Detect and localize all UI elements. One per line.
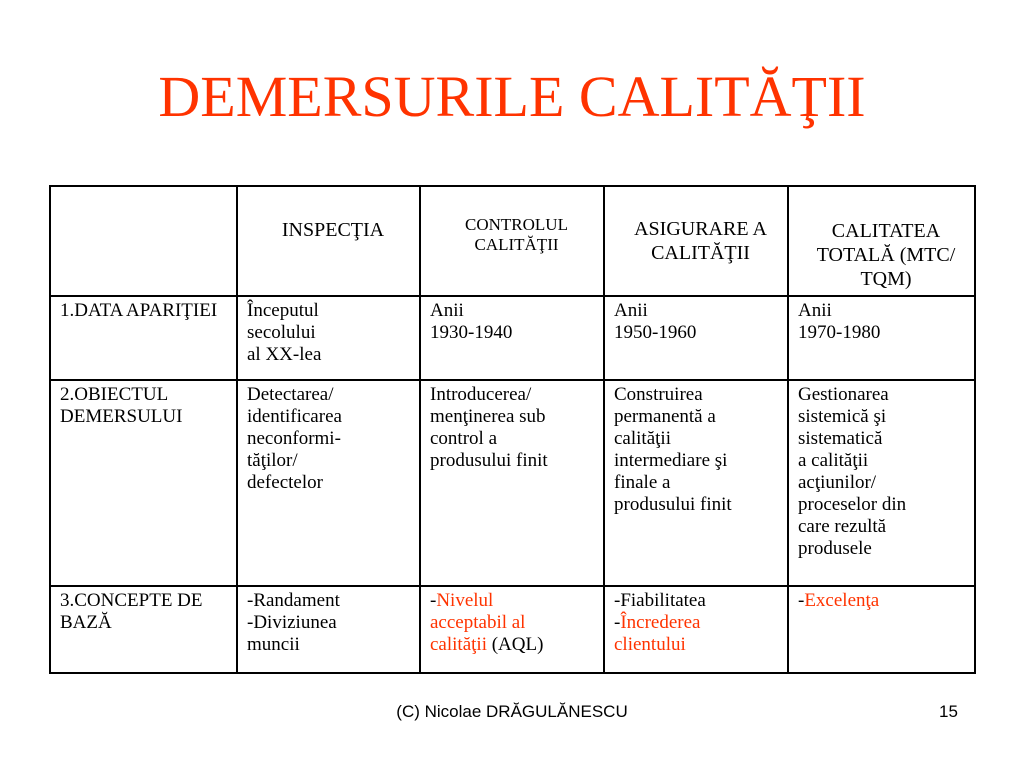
header-total-quality-text: CALITATEA TOTALĂ (MTC/ TQM) xyxy=(816,220,956,290)
empty-corner-cell xyxy=(50,186,237,296)
cell-date-control xyxy=(420,296,604,380)
cell-line: -Fiabilitatea xyxy=(614,590,706,611)
cell-line: produsele xyxy=(798,538,872,559)
trust-term-line1: Încrederea xyxy=(620,612,701,633)
table-row xyxy=(50,296,975,380)
cell-line: Introducerea/ xyxy=(430,384,532,405)
cell-date-assurance xyxy=(604,296,788,380)
cell-line: Anii xyxy=(798,300,832,321)
row-label-date: 1.DATA APARIŢIEI xyxy=(50,296,237,380)
cell-concepts-inspection xyxy=(237,586,420,673)
header-inspection: INSPECŢIA xyxy=(237,186,420,296)
header-quality-assurance-text: ASIGURARE A CALITĂŢII xyxy=(634,218,767,264)
cell-line: neconformi- xyxy=(247,428,341,449)
cell-concepts-assurance xyxy=(604,586,788,673)
excellence-term: Excelenţa xyxy=(804,590,880,611)
row-label-concepts: 3.CONCEPTE DE BAZĂ xyxy=(50,586,237,673)
cell-line: sistematică xyxy=(798,428,883,449)
cell-objective-inspection xyxy=(237,380,420,586)
table-row xyxy=(50,380,975,586)
dash-text: - xyxy=(798,590,805,611)
dash-text: - xyxy=(430,590,437,611)
cell-line xyxy=(430,634,603,656)
cell-line: intermediare şi xyxy=(614,450,728,471)
cell-date-inspection xyxy=(237,296,420,380)
cell-line: 1970-1980 xyxy=(798,322,881,343)
cell-line: calităţii xyxy=(614,428,671,449)
cell-objective-assurance xyxy=(604,380,788,586)
cell-line: Anii xyxy=(430,300,464,321)
cell-line: defectelor xyxy=(247,472,323,493)
cell-line: produsului finit xyxy=(614,494,732,515)
cell-concepts-total xyxy=(788,586,975,673)
cell-line: tăţilor/ xyxy=(247,450,298,471)
aql-term-line3: calităţii xyxy=(430,634,487,655)
header-quality-control-text: CONTROLUL CALITĂŢII xyxy=(465,215,568,254)
cell-line: 1930-1940 xyxy=(430,322,513,343)
cell-line: menţinerea sub xyxy=(430,406,546,427)
cell-line: control a xyxy=(430,428,498,449)
cell-line: care rezultă xyxy=(798,516,887,537)
cell-objective-control xyxy=(420,380,604,586)
cell-line xyxy=(614,612,787,634)
cell-line: secolului xyxy=(247,322,316,343)
aql-term-line2: acceptabil al xyxy=(430,612,526,633)
cell-line: Începutul xyxy=(247,300,319,321)
cell-line: permanentă a xyxy=(614,406,716,427)
cell-line: produsului finit xyxy=(430,450,548,471)
cell-line: Anii xyxy=(614,300,648,321)
cell-line: al XX-lea xyxy=(247,344,322,365)
row-label-objective: 2.OBIECTUL DEMERSULUI xyxy=(50,380,237,586)
header-quality-assurance xyxy=(604,186,788,296)
cell-line: Construirea xyxy=(614,384,703,405)
cell-line: -Randament xyxy=(247,590,340,611)
footer-author: (C) Nicolae DRĂGULĂNESCU xyxy=(396,702,628,721)
cell-date-total xyxy=(788,296,975,380)
cell-concepts-control xyxy=(420,586,604,673)
aql-term-line1: Nivelul xyxy=(436,590,494,611)
table-row xyxy=(50,586,975,673)
page-number: 15 xyxy=(939,702,958,721)
cell-objective-total xyxy=(788,380,975,586)
cell-line: acţiunilor/ xyxy=(798,472,877,493)
cell-line: a calităţii xyxy=(798,450,869,471)
cell-line: finale a xyxy=(614,472,671,493)
cell-line: Gestionarea xyxy=(798,384,889,405)
slide-title: DEMERSURILE CALITĂŢII xyxy=(158,64,866,129)
dash-text: - xyxy=(614,612,621,633)
aql-abbrev: (AQL) xyxy=(486,634,544,655)
header-row xyxy=(50,186,975,296)
header-quality-control xyxy=(420,186,604,296)
quality-approaches-table xyxy=(49,185,976,674)
cell-line xyxy=(430,590,603,612)
trust-term-line2: clientului xyxy=(614,634,686,655)
cell-line: identificarea xyxy=(247,406,342,427)
cell-line xyxy=(798,590,974,612)
cell-line: 1950-1960 xyxy=(614,322,697,343)
header-total-quality xyxy=(788,186,975,296)
cell-line: Detectarea/ xyxy=(247,384,334,405)
cell-line: proceselor din xyxy=(798,494,907,515)
cell-line: -Diviziunea xyxy=(247,612,337,633)
cell-line: sistemică şi xyxy=(798,406,887,427)
cell-line: muncii xyxy=(247,634,300,655)
